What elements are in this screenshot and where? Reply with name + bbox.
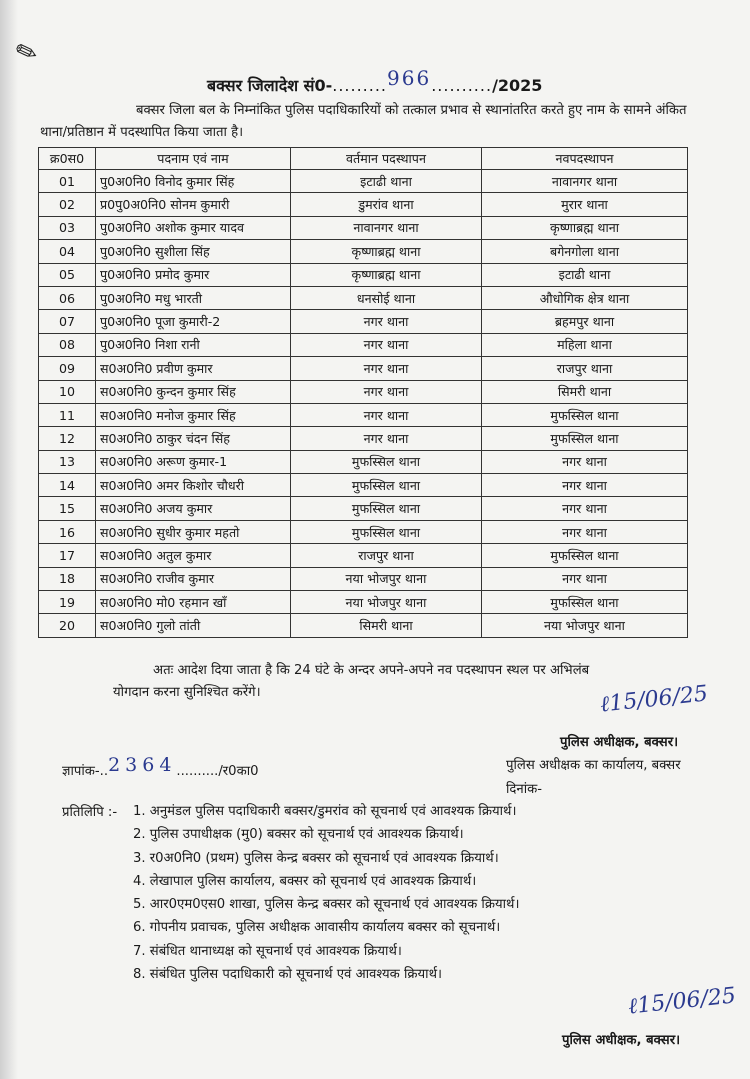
name-cell: स0अ0नि0 अतुल कुमार — [96, 544, 291, 567]
current-post-cell: नगर थाना — [291, 380, 482, 403]
office-name: पुलिस अधीक्षक का कार्यालय, बक्सर — [506, 758, 681, 773]
copy-item: 3. र0अ0नि0 (प्रथम) पुलिस केन्द्र बक्सर को सूचनार्थ एवं आवश्यक क्रियार्थ। — [133, 850, 499, 866]
table-row — [39, 474, 688, 497]
name-cell: पु0अ0नि0 मधु भारती — [96, 286, 291, 309]
name-cell: स0अ0नि0 सुधीर कुमार महतो — [96, 520, 291, 543]
table-body — [39, 170, 688, 638]
date-label: दिनांक- — [506, 782, 543, 797]
name-cell: स0अ0नि0 अजय कुमार — [96, 497, 291, 520]
name-cell: प्र0पु0अ0नि0 सोनम कुमारी — [96, 193, 291, 216]
serial-cell: 12 — [39, 427, 96, 450]
table-row — [39, 286, 688, 309]
copy-item: 6. गोपनीय प्रवाचक, पुलिस अधीक्षक आवासीय कार्यालय बक्सर को सूचनार्थ। — [133, 920, 501, 936]
title-prefix: बक्सर जिलादेश सं0- — [207, 76, 333, 95]
new-post-cell: नया भोजपुर थाना — [482, 614, 688, 637]
title-suffix: /2025 — [492, 76, 543, 95]
copy-item: 7. संबंधित थानाध्यक्ष को सूचनार्थ एवं आवश्यक क्रियार्थ। — [133, 943, 402, 959]
new-post-cell: मुफस्सिल थाना — [482, 591, 688, 614]
new-post-cell: नगर थाना — [482, 567, 688, 590]
new-post-cell: इटाढी थाना — [482, 263, 688, 286]
current-post-cell: नया भोजपुर थाना — [291, 567, 482, 590]
current-post-cell: राजपुर थाना — [291, 544, 482, 567]
serial-cell: 09 — [39, 357, 96, 380]
serial-cell: 13 — [39, 450, 96, 473]
col-new: नवपदस्थापन — [482, 148, 688, 170]
serial-cell: 11 — [39, 403, 96, 426]
current-post-cell: नगर थाना — [291, 357, 482, 380]
order-number: 966 — [387, 66, 432, 90]
table-row — [39, 263, 688, 286]
order-text: अतः आदेश दिया जाता है कि 24 घंटे के अन्दर अपने-अपने नव पदस्थापन स्थल पर अभिलंब योगदान करना सुनिश्चित करेंगे। — [113, 663, 590, 700]
table-row — [39, 591, 688, 614]
new-post-cell: कृष्णाब्रह्म थाना — [482, 216, 688, 239]
current-post-cell: मुफस्सिल थाना — [291, 497, 482, 520]
table-row — [39, 170, 688, 193]
serial-cell: 06 — [39, 286, 96, 309]
name-cell: स0अ0नि0 ठाकुर चंदन सिंह — [96, 427, 291, 450]
copy-item: 1. अनुमंडल पुलिस पदाधिकारी बक्सर/डुमरांव को सूचनार्थ एवं आवश्यक क्रियार्थ। — [133, 804, 517, 819]
serial-cell: 19 — [39, 591, 96, 614]
serial-cell: 16 — [39, 520, 96, 543]
new-post-cell: ब्रहमपुर थाना — [482, 310, 688, 333]
col-current: वर्तमान पदस्थापन — [291, 148, 482, 170]
current-post-cell: नगर थाना — [291, 310, 482, 333]
table-row — [39, 520, 688, 543]
transfer-table — [38, 147, 688, 638]
new-post-cell: मुफस्सिल थाना — [482, 403, 688, 426]
new-post-cell: नगर थाना — [482, 497, 688, 520]
current-post-cell: नया भोजपुर थाना — [291, 591, 482, 614]
current-post-cell: इटाढी थाना — [291, 170, 482, 193]
new-post-cell: राजपुर थाना — [482, 357, 688, 380]
serial-cell: 18 — [39, 567, 96, 590]
current-post-cell: सिमरी थाना — [291, 614, 482, 637]
current-post-cell: मुफस्सिल थाना — [291, 520, 482, 543]
current-post-cell: मुफस्सिल थाना — [291, 450, 482, 473]
signatory-1: पुलिस अधीक्षक, बक्सर। — [560, 735, 679, 750]
serial-cell: 10 — [39, 380, 96, 403]
copy-list — [133, 800, 519, 986]
current-post-cell: मुफस्सिल थाना — [291, 474, 482, 497]
name-cell: पु0अ0नि0 प्रमोद कुमार — [96, 263, 291, 286]
serial-cell: 17 — [39, 544, 96, 567]
name-cell: स0अ0नि0 अमर किशोर चौधरी — [96, 474, 291, 497]
pen-mark-icon: ✎ — [11, 35, 43, 71]
current-post-cell: कृष्णाब्रह्म थाना — [291, 240, 482, 263]
table-row — [39, 403, 688, 426]
new-post-cell: मुरार थाना — [482, 193, 688, 216]
table-row — [39, 450, 688, 473]
table-row — [39, 497, 688, 520]
serial-cell: 05 — [39, 263, 96, 286]
col-serial: क्र0स0 — [39, 148, 96, 170]
name-cell: पु0अ0नि0 अशोक कुमार यादव — [96, 216, 291, 239]
memo-number: ज्ञापांक-..2364........../र0का0 — [62, 754, 259, 779]
serial-cell: 15 — [39, 497, 96, 520]
table-row — [39, 216, 688, 239]
serial-cell: 14 — [39, 474, 96, 497]
serial-cell: 08 — [39, 333, 96, 356]
serial-cell: 01 — [39, 170, 96, 193]
serial-cell: 02 — [39, 193, 96, 216]
serial-cell: 20 — [39, 614, 96, 637]
new-post-cell: नगर थाना — [482, 520, 688, 543]
current-post-cell: नगर थाना — [291, 333, 482, 356]
table-row — [39, 193, 688, 216]
name-cell: पु0अ0नि0 विनोद कुमार सिंह — [96, 170, 291, 193]
name-cell: स0अ0नि0 प्रवीण कुमार — [96, 357, 291, 380]
signatory-2: पुलिस अधीक्षक, बक्सर। — [562, 1033, 681, 1048]
serial-cell: 03 — [39, 216, 96, 239]
copy-item: 2. पुलिस उपाधीक्षक (मु0) बक्सर को सूचनार्थ एवं आवश्यक क्रियार्थ। — [133, 827, 464, 843]
new-post-cell: महिला थाना — [482, 333, 688, 356]
current-post-cell: नगर थाना — [291, 403, 482, 426]
current-post-cell: धनसोई थाना — [291, 286, 482, 309]
new-post-cell: बगेनगोला थाना — [482, 240, 688, 263]
signature-1: ℓ15/06/25 — [599, 681, 710, 718]
copy-item: 4. लेखापाल पुलिस कार्यालय, बक्सर को सूचनार्थ एवं आवश्यक क्रियार्थ। — [133, 873, 477, 889]
name-cell: स0अ0नि0 मनोज कुमार सिंह — [96, 403, 291, 426]
serial-cell: 04 — [39, 240, 96, 263]
table-row — [39, 240, 688, 263]
current-post-cell: कृष्णाब्रह्म थाना — [291, 263, 482, 286]
name-cell: स0अ0नि0 कुन्दन कुमार सिंह — [96, 380, 291, 403]
name-cell: स0अ0नि0 अरूण कुमार-1 — [96, 450, 291, 473]
name-cell: पु0अ0नि0 सुशीला सिंह — [96, 240, 291, 263]
order-title: बक्सर जिलादेश सं0-.........966........../2025 — [207, 66, 543, 95]
signature-2: ℓ15/06/25 — [627, 983, 738, 1020]
current-post-cell: नगर थाना — [291, 427, 482, 450]
table-row — [39, 427, 688, 450]
table-row — [39, 380, 688, 403]
table-row — [39, 333, 688, 356]
page-edge-shadow — [0, 0, 18, 1079]
table-row — [39, 614, 688, 637]
current-post-cell: नावानगर थाना — [291, 216, 482, 239]
name-cell: स0अ0नि0 मो0 रहमान खाँ — [96, 591, 291, 614]
table-row — [39, 567, 688, 590]
name-cell: पु0अ0नि0 निशा रानी — [96, 333, 291, 356]
table-row — [39, 544, 688, 567]
table-row — [39, 310, 688, 333]
name-cell: पु0अ0नि0 पूजा कुमारी-2 — [96, 310, 291, 333]
new-post-cell: नगर थाना — [482, 450, 688, 473]
table-header-row — [39, 148, 688, 170]
name-cell: स0अ0नि0 राजीव कुमार — [96, 567, 291, 590]
col-name: पदनाम एवं नाम — [96, 148, 291, 170]
new-post-cell: मुफस्सिल थाना — [482, 544, 688, 567]
intro-paragraph: बक्सर जिला बल के निम्नांकित पुलिस पदाधिकारियों को तत्काल प्रभाव से स्थानांतरित करते हुए नाम के सामने अंकित थाना/प्रतिष्ठान में पदस्थापित किया जाता है। — [40, 103, 687, 140]
new-post-cell: नगर थाना — [482, 474, 688, 497]
new-post-cell: सिमरी थाना — [482, 380, 688, 403]
new-post-cell: मुफस्सिल थाना — [482, 427, 688, 450]
new-post-cell: औधोगिक क्षेत्र थाना — [482, 286, 688, 309]
table-row — [39, 357, 688, 380]
current-post-cell: डुमरांव थाना — [291, 193, 482, 216]
copy-item: 5. आर0एम0एस0 शाखा, पुलिस केन्द्र बक्सर को सूचनार्थ एवं आवश्यक क्रियार्थ। — [133, 897, 520, 913]
name-cell: स0अ0नि0 गुलो तांती — [96, 614, 291, 637]
copy-item: 8. संबंधित पुलिस पदाधिकारी को सूचनार्थ एवं आवश्यक क्रियार्थ। — [133, 967, 442, 983]
serial-cell: 07 — [39, 310, 96, 333]
copy-label: प्रतिलिपि :- — [62, 805, 118, 820]
new-post-cell: नावानगर थाना — [482, 170, 688, 193]
